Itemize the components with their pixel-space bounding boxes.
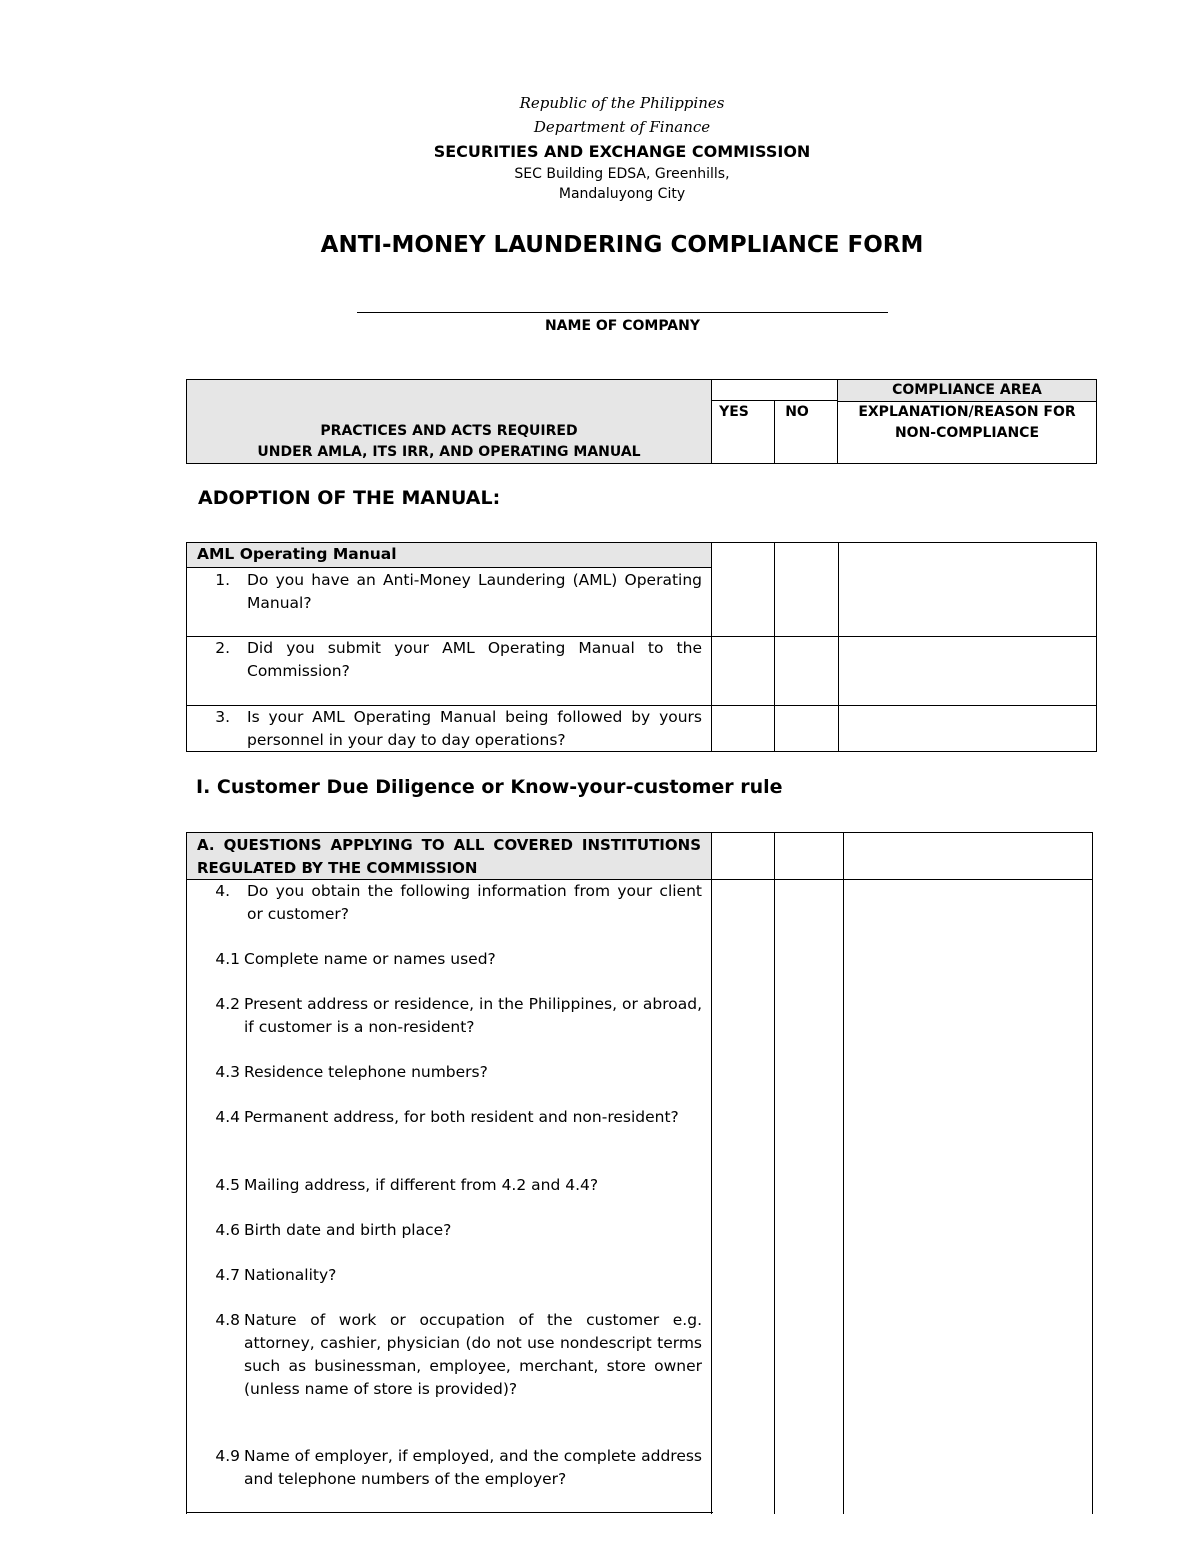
question-4-3: 4.3 Residence telephone numbers?: [215, 1063, 488, 1081]
company-name-line[interactable]: [357, 312, 888, 313]
cdd-yes-column[interactable]: [712, 880, 774, 1512]
explanation-header-line2: NON-COMPLIANCE: [894, 425, 1040, 441]
address-line-2: Mandaluyong City: [558, 186, 686, 202]
q1-explanation-cell[interactable]: [839, 543, 1096, 636]
cdd-section-title: I. Customer Due Diligence or Know-your-customer rule: [196, 776, 783, 798]
aml-manual-subheader-text: AML Operating Manual: [197, 545, 397, 563]
question-3: 3. Is your AML Operating Manual being followed by yours personnel in your day to day operations?: [215, 708, 702, 749]
cdd-no-column[interactable]: [775, 880, 842, 1512]
q2-yes-cell[interactable]: [712, 637, 774, 705]
question-2: 2. Did you submit your AML Operating Manual to the Commission?: [215, 639, 702, 680]
question-4-7: 4.7 Nationality?: [215, 1266, 337, 1284]
adoption-section-title: ADOPTION OF THE MANUAL:: [198, 487, 501, 509]
q3-explanation-cell[interactable]: [839, 706, 1096, 751]
agency-name: SECURITIES AND EXCHANGE COMMISSION: [433, 142, 811, 161]
department-line: Department of Finance: [533, 118, 711, 136]
address-line-1: SEC Building EDSA, Greenhills,: [514, 166, 730, 182]
no-header: NO: [785, 404, 809, 420]
question-4: 4. Do you obtain the following information from your client or customer?: [215, 882, 702, 923]
compliance-area-label: COMPLIANCE AREA: [892, 382, 1042, 398]
practices-header-cell: [186, 379, 712, 464]
company-name-label: NAME OF COMPANY: [544, 318, 701, 334]
q1-yes-cell[interactable]: [712, 569, 774, 636]
form-title: ANTI-MONEY LAUNDERING COMPLIANCE FORM: [320, 232, 924, 258]
question-4-1: 4.1 Complete name or names used?: [215, 950, 496, 968]
cdd-subheader-line1: A. QUESTIONS APPLYING TO ALL COVERED INSTITUTIONS: [197, 836, 701, 854]
yes-header: YES: [719, 404, 749, 420]
practices-header-line1: PRACTICES AND ACTS REQUIRED: [320, 423, 578, 439]
republic-line: Republic of the Philippines: [519, 94, 725, 112]
cdd-subheader-line2: REGULATED BY THE COMMISSION: [197, 859, 478, 877]
cdd-subheader: [186, 832, 712, 880]
question-4-5: 4.5 Mailing address, if different from 4.2 and 4.4?: [215, 1176, 599, 1194]
question-4-2: 4.2 Present address or residence, in the Philippines, or abroad, if customer is a non-resident?: [215, 995, 702, 1036]
practices-header-line2: UNDER AMLA, ITS IRR, AND OPERATING MANUAL: [257, 444, 641, 460]
question-4-9: 4.9 Name of employer, if employed, and the complete address and telephone numbers of the employer?: [215, 1447, 702, 1488]
compliance-area-cell: [837, 379, 1097, 402]
q3-yes-cell[interactable]: [712, 706, 774, 751]
question-4-6: 4.6 Birth date and birth place?: [215, 1221, 452, 1239]
explanation-header-line1: EXPLANATION/REASON FOR: [858, 404, 1076, 420]
cdd-explanation-column[interactable]: [845, 880, 1091, 1512]
question-4-8: 4.8 Nature of work or occupation of the customer e.g. attorney, cashier, physician (do not use nondescript terms such as businessman, employee, merchant, store owner (unless name of store is provided)?: [215, 1311, 702, 1398]
aml-manual-subheader: [186, 542, 712, 568]
q3-no-cell[interactable]: [775, 706, 837, 751]
question-4-4: 4.4 Permanent address, for both resident and non-resident?: [215, 1108, 679, 1126]
q1-no-cell[interactable]: [775, 569, 837, 636]
q2-no-cell[interactable]: [775, 637, 837, 705]
question-1: 1. Do you have an Anti-Money Laundering (AML) Operating Manual?: [215, 571, 702, 612]
q2-explanation-cell[interactable]: [839, 637, 1096, 705]
